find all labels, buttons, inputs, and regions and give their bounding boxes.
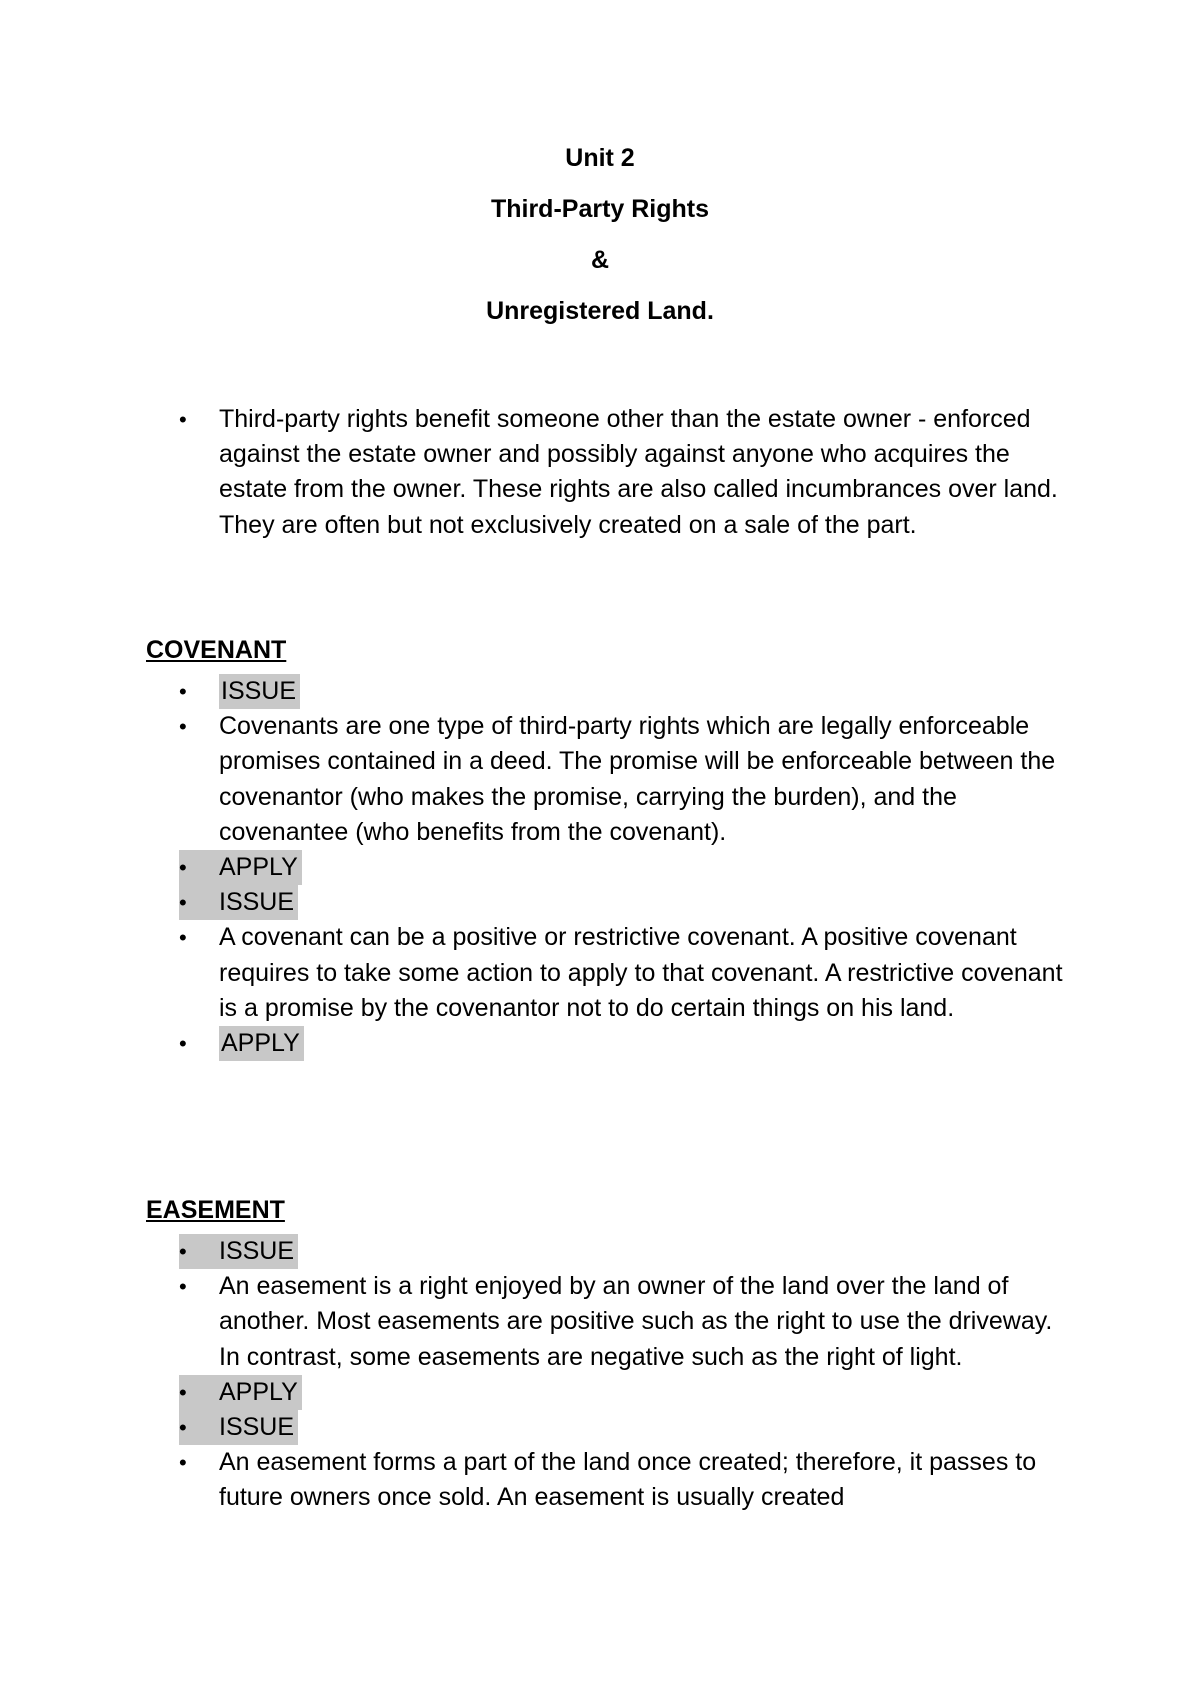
list-item [146, 674, 1066, 709]
highlighted-label-text: APPLY [219, 853, 298, 882]
list-item-text: Third-party rights benefit someone other than the estate owner - enforced against the estate owner and possibly against anyone who acquires the estate from the owner. These rights are also called incumbrances over land. They are often but not exclusively created on a sale of the part. [219, 405, 1058, 539]
list-item [146, 402, 1066, 543]
intro-list [146, 402, 1066, 543]
list-item [146, 709, 1066, 850]
easement-list [146, 1234, 1066, 1516]
bullet-icon: • [179, 1274, 187, 1300]
bullet-icon: • [179, 1415, 187, 1441]
highlighted-label [179, 1234, 298, 1269]
bullet-icon: • [179, 855, 187, 881]
title-unit: Unit 2 [565, 144, 635, 172]
highlighted-label [179, 885, 298, 920]
bullet-icon: • [179, 1379, 187, 1405]
list-item-text: A covenant can be a positive or restrictive covenant. A positive covenant requires to take some action to apply to that covenant. A restrictive covenant is a promise by the covenantor not to do certain things on his land. [219, 923, 1063, 1022]
covenant-section [146, 636, 1066, 1061]
list-item-text: An easement is a right enjoyed by an owner of the land over the land of another. Most easements are positive such as the right to use the driveway. In contrast, some easements are negative such as the right of light. [219, 1272, 1053, 1371]
list-item [146, 1445, 1066, 1515]
easement-section [146, 1196, 1066, 1516]
title-subtopic: Unregistered Land. [486, 297, 714, 325]
highlighted-label: APPLY [219, 1026, 304, 1061]
highlighted-label-text: ISSUE [219, 1413, 295, 1442]
list-item [146, 1026, 1066, 1061]
highlighted-label-text: APPLY [219, 1377, 298, 1406]
title-block [0, 144, 1200, 348]
bullet-icon: • [179, 925, 187, 951]
highlighted-label: ISSUE [219, 674, 300, 709]
section-heading-covenant: COVENANT [146, 636, 287, 664]
title-topic: Third-Party Rights [490, 195, 710, 223]
bullet-icon: • [179, 714, 187, 740]
title-ampersand: & [590, 246, 610, 274]
highlighted-label-text: ISSUE [219, 1237, 295, 1265]
intro-section [146, 402, 1066, 543]
covenant-list [146, 674, 1066, 1061]
list-item [146, 885, 1066, 920]
section-heading-easement: EASEMENT [146, 1196, 285, 1224]
bullet-icon: • [179, 1450, 187, 1476]
highlighted-label [179, 850, 302, 885]
bullet-icon: • [179, 679, 187, 704]
list-item [146, 1410, 1066, 1445]
highlighted-label [179, 1410, 298, 1445]
bullet-icon: • [179, 1239, 187, 1264]
bullet-icon: • [179, 407, 187, 432]
list-item-text: Covenants are one type of third-party rights which are legally enforceable promises contained in a deed. The promise will be enforceable between the covenantor (who makes the promise, carrying the burden), and the covenantee (who benefits from the covenant). [219, 712, 1056, 846]
list-item [146, 1375, 1066, 1410]
list-item [146, 1269, 1066, 1375]
highlighted-label-text: ISSUE [219, 888, 295, 917]
highlighted-label [179, 1375, 302, 1410]
list-item [146, 850, 1066, 885]
list-item [146, 1234, 1066, 1269]
bullet-icon: • [179, 890, 187, 916]
bullet-icon: • [179, 1031, 187, 1057]
list-item-text: An easement forms a part of the land once created; therefore, it passes to future owners once sold. An easement is usually created [219, 1448, 1037, 1512]
list-item [146, 920, 1066, 1026]
